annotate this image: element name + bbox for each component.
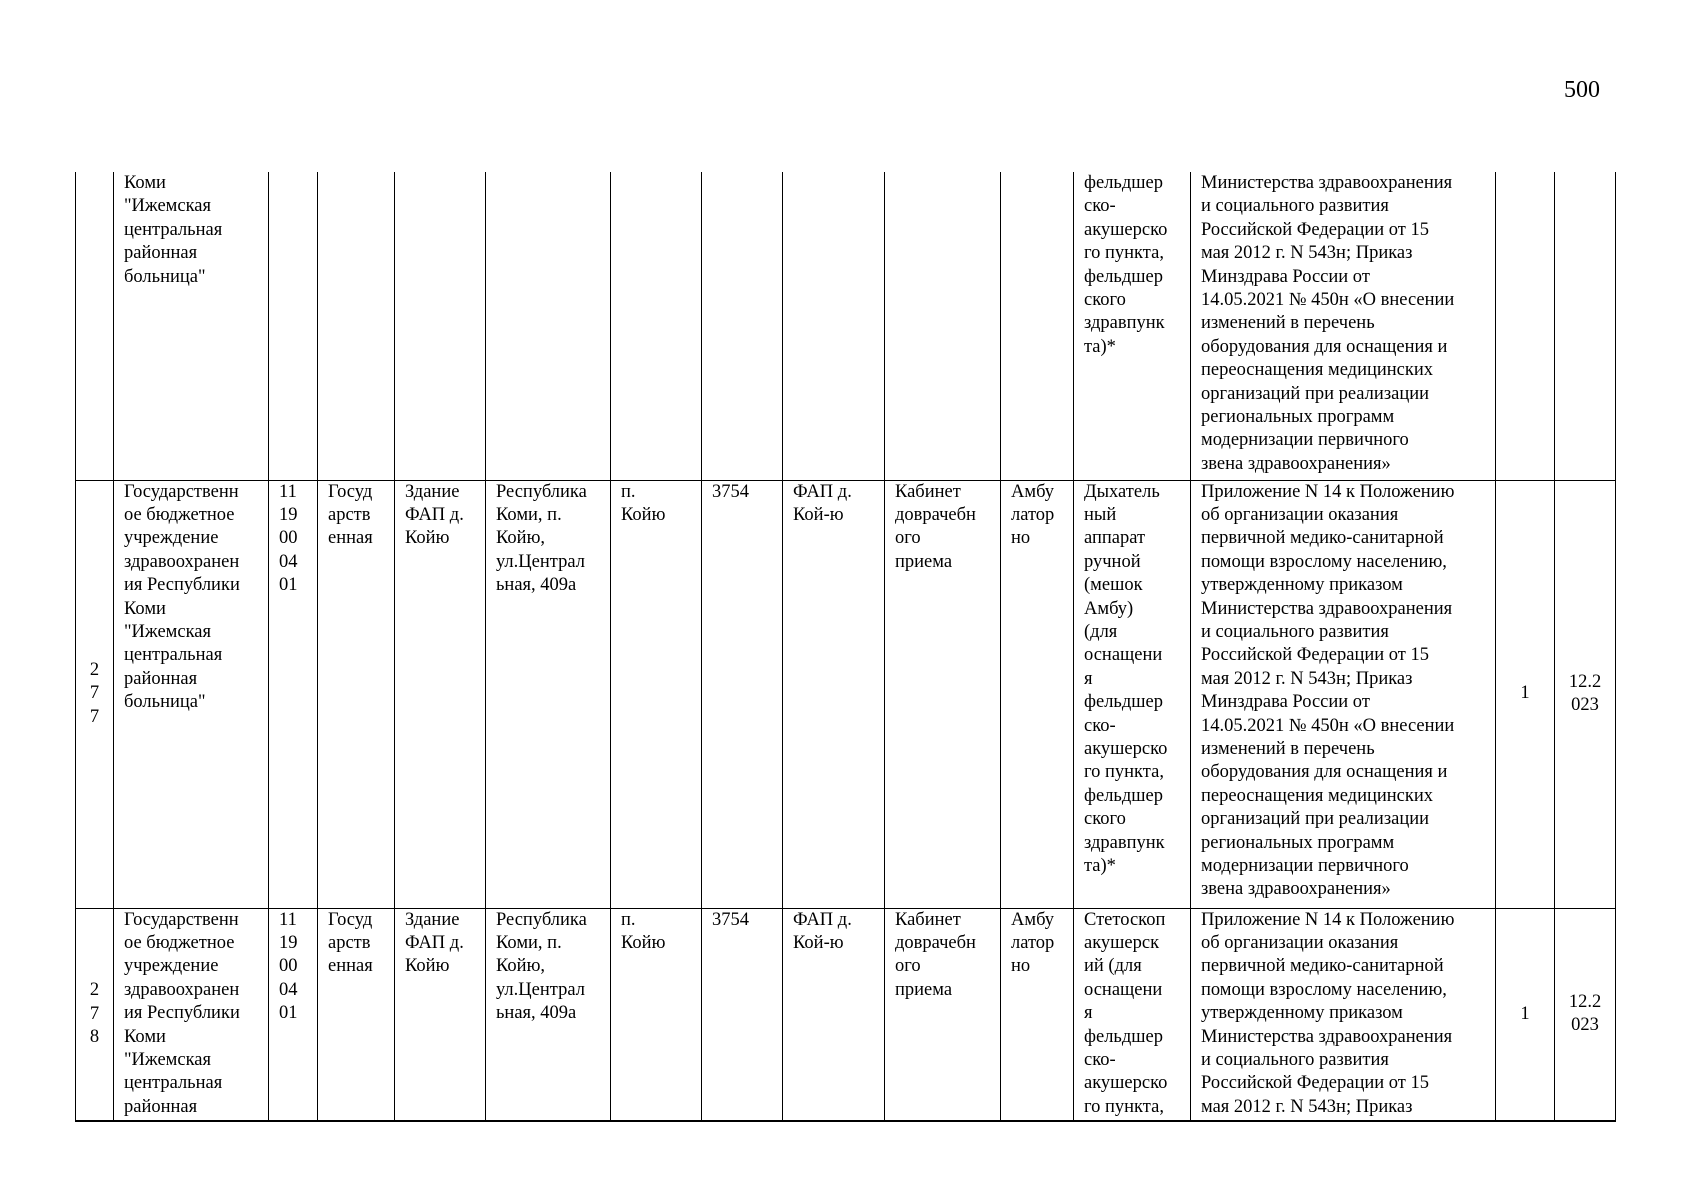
code-cell: 11 19 00 04 01 [269,908,318,1121]
population-cell: 3754 [702,908,783,1121]
equipment-register-table [75,172,1616,1122]
building-cell [395,172,486,480]
organization-cell: Государственн ое бюджетное учреждение здравоохранен ия Республики Коми "Ижемская центральная районная больница" [114,480,269,908]
table-row [76,908,1616,1121]
fap-cell: ФАП д. Кой-ю [783,908,885,1121]
organization-cell: Государственн ое бюджетное учреждение здравоохранен ия Республики Коми "Ижемская центральная районная [114,908,269,1121]
population-cell: 3754 [702,480,783,908]
equipment-cell: фельдшер ско- акушерско го пункта, фельдшер ского здравпунк та)* [1074,172,1191,480]
locality-cell: п. Койю [611,480,702,908]
code-cell: 11 19 00 04 01 [269,480,318,908]
address-cell [486,172,611,480]
population-cell [702,172,783,480]
row-number-cell: 278 [76,908,114,1121]
table-row-continued [76,172,1616,480]
care-mode-cell: Амбу латор но [1001,480,1074,908]
organization-cell: Коми "Ижемская центральная районная больница" [114,172,269,480]
building-cell: Здание ФАП д. Койю [395,908,486,1121]
legal-basis-cell: Министерства здравоохранения и социального развития Российской Федерации от 15 мая 2012 г. N 543н; Приказ Минздрава России от 14.05.2021 № 450н «О внесении изменений в перечень оборудования для оснащения и переоснащения медицинских организаций при реализации региональных программ модернизации первичного звена здравоохранения» [1191,172,1496,480]
ownership-cell [318,172,395,480]
fap-cell: ФАП д. Кой-ю [783,480,885,908]
date-cell: 12.2 023 [1555,908,1616,1121]
ownership-cell: Госуд арств енная [318,480,395,908]
ownership-cell: Госуд арств енная [318,908,395,1121]
quantity-cell: 1 [1496,480,1555,908]
equipment-cell: Стетоскоп акушерск ий (для оснащени я фельдшер ско- акушерско го пункта, [1074,908,1191,1121]
row-number-cell [76,172,114,480]
address-cell: Республика Коми, п. Койю, ул.Централ ьная, 409а [486,480,611,908]
page-number: 500 [1564,77,1600,103]
table-row [76,480,1616,908]
code-cell [269,172,318,480]
building-cell: Здание ФАП д. Койю [395,480,486,908]
quantity-cell [1496,172,1555,480]
locality-cell [611,172,702,480]
legal-basis-cell: Приложение N 14 к Положению об организации оказания первичной медико-санитарной помощи взрослому населению, утвержденному приказом Министерства здравоохранения и социального развития Российской Федерации от 15 мая 2012 г. N 543н; Приказ Минздрава России от 14.05.2021 № 450н «О внесении изменений в перечень оборудования для оснащения и переоснащения медицинских организаций при реализации региональных программ модернизации первичного звена здравоохранения» [1191,480,1496,908]
row-number-cell: 277 [76,480,114,908]
quantity-cell: 1 [1496,908,1555,1121]
room-cell: Кабинет доврачебн ого приема [885,480,1001,908]
fap-cell [783,172,885,480]
date-cell: 12.2 023 [1555,480,1616,908]
locality-cell: п. Койю [611,908,702,1121]
care-mode-cell: Амбу латор но [1001,908,1074,1121]
legal-basis-cell: Приложение N 14 к Положению об организации оказания первичной медико-санитарной помощи взрослому населению, утвержденному приказом Министерства здравоохранения и социального развития Российской Федерации от 15 мая 2012 г. N 543н; Приказ [1191,908,1496,1121]
equipment-cell: Дыхатель ный аппарат ручной (мешок Амбу) (для оснащени я фельдшер ско- акушерско го пункта, фельдшер ского здравпунк та)* [1074,480,1191,908]
care-mode-cell [1001,172,1074,480]
room-cell [885,172,1001,480]
address-cell: Республика Коми, п. Койю, ул.Централ ьная, 409а [486,908,611,1121]
room-cell: Кабинет доврачебн ого приема [885,908,1001,1121]
date-cell [1555,172,1616,480]
